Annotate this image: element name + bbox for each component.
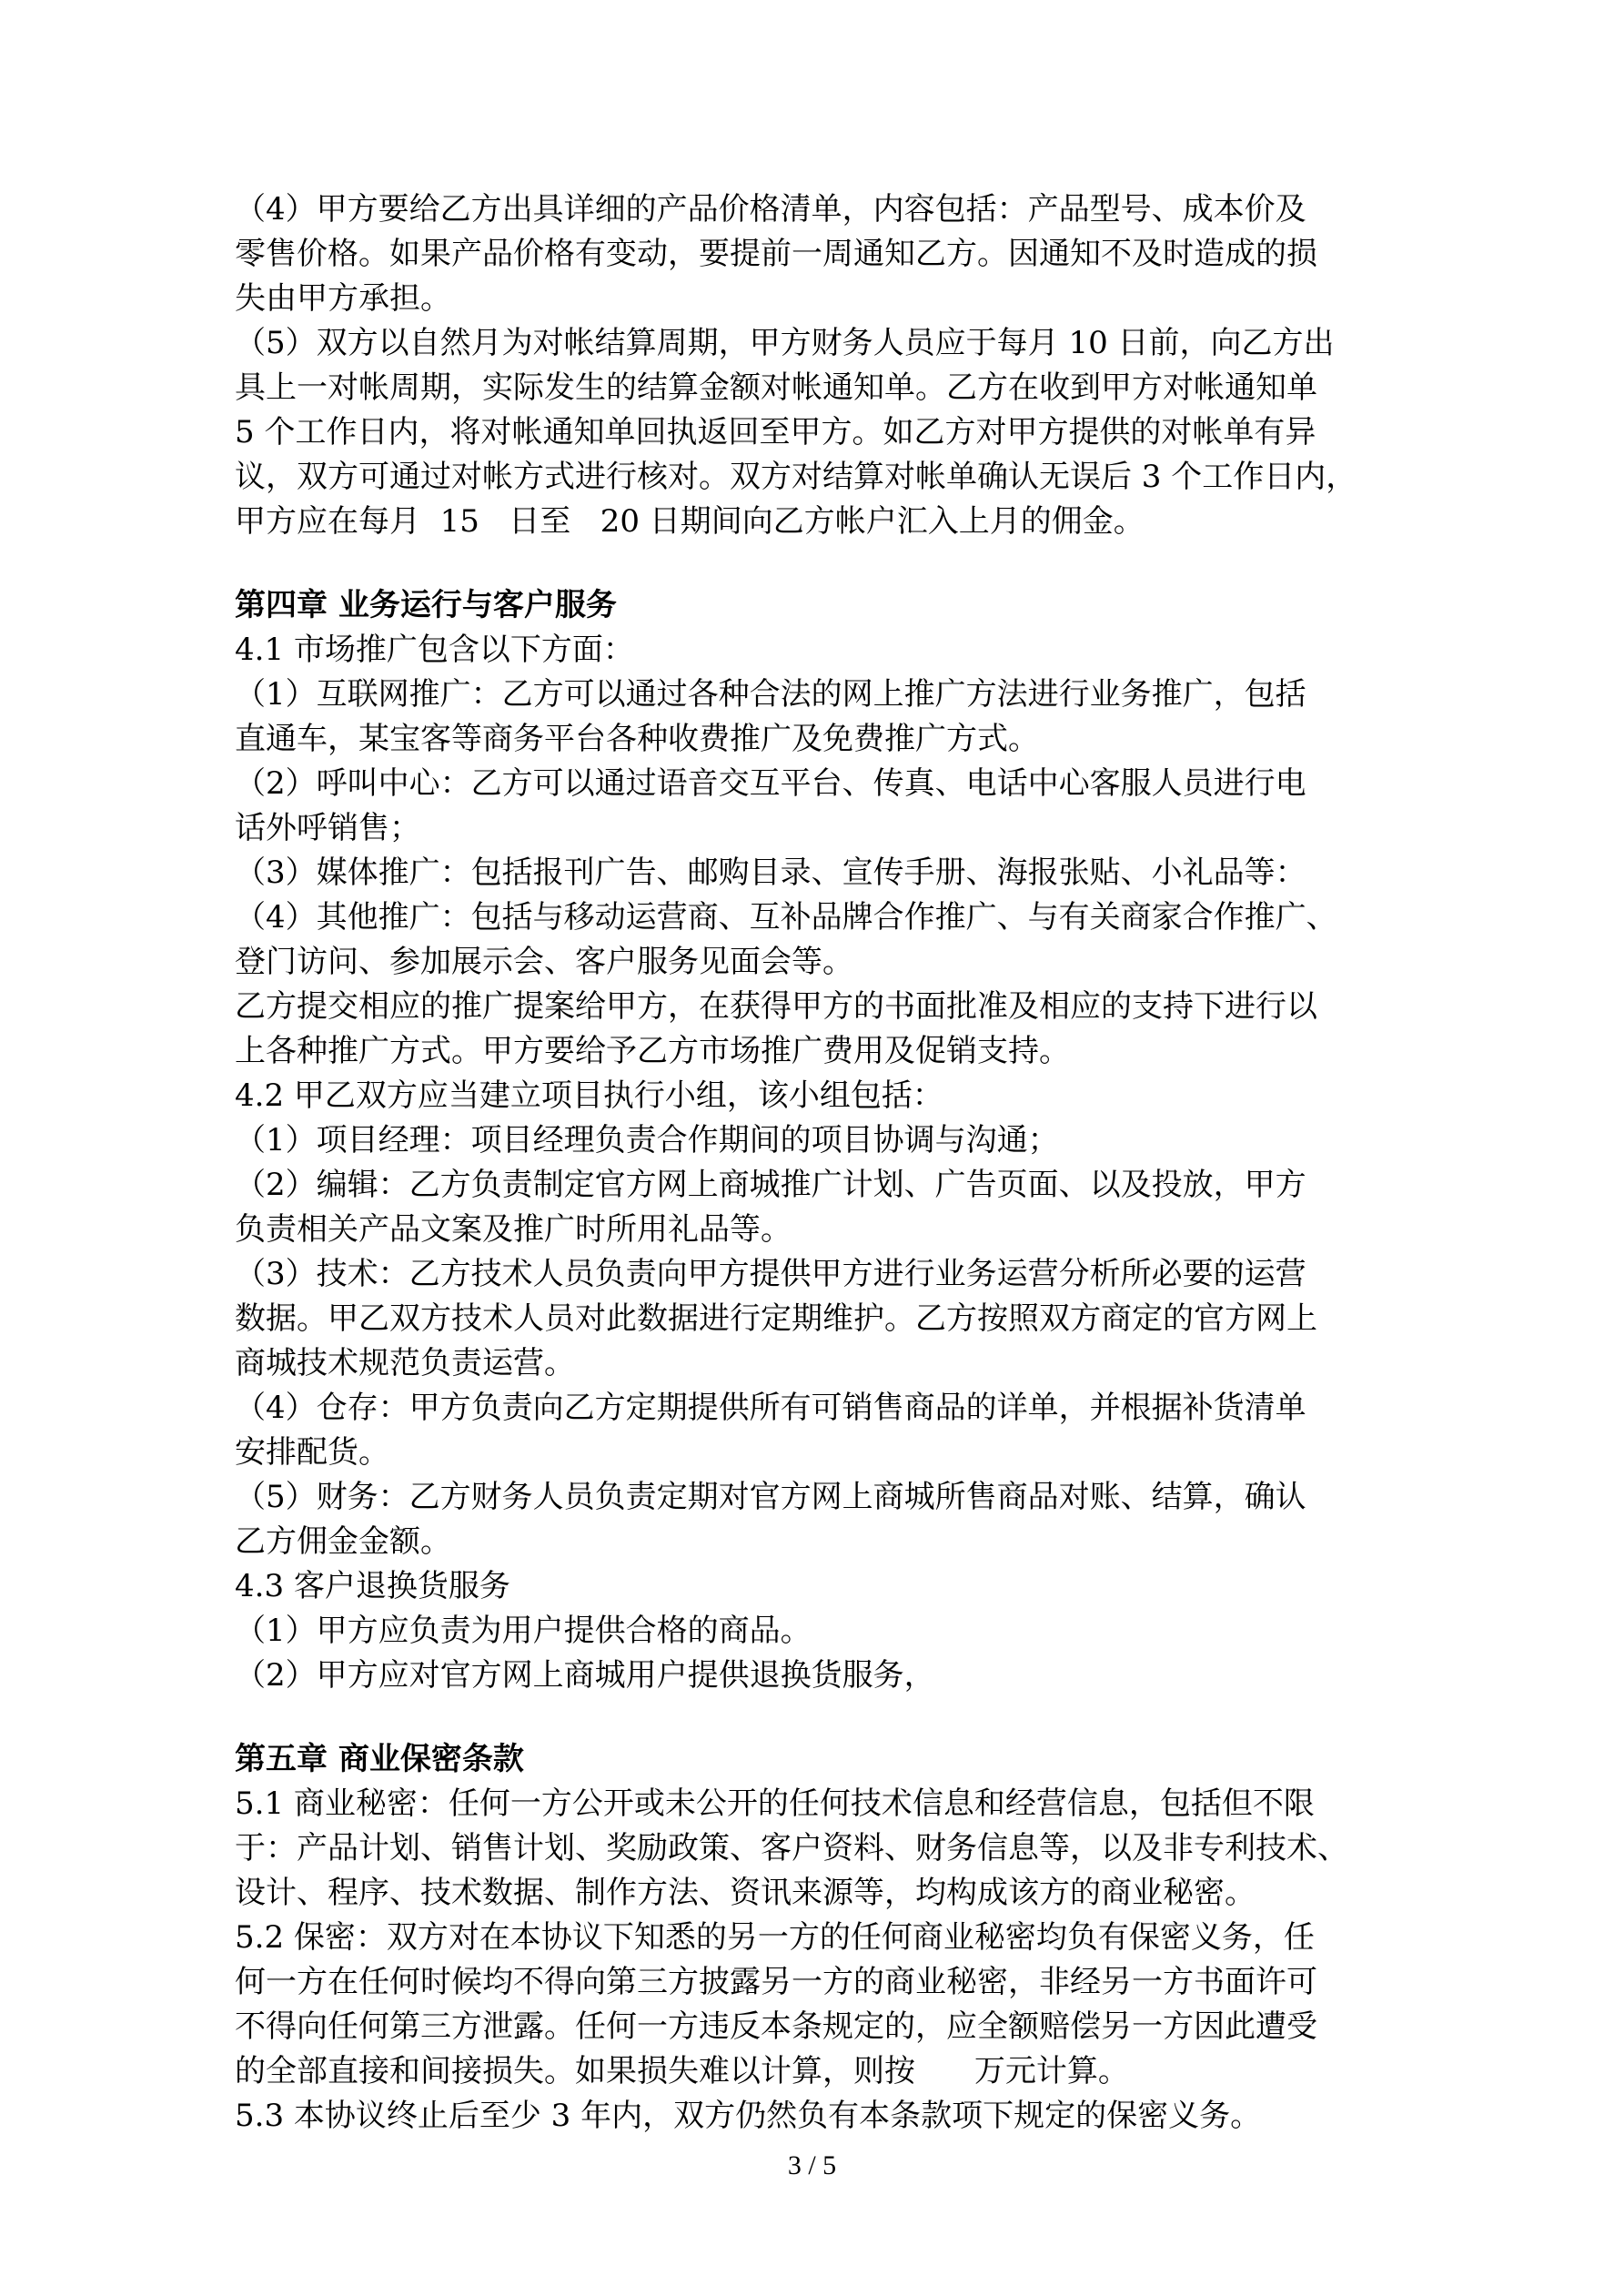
section-spacer — [235, 544, 1395, 583]
text-line: 5.2 保密：双方对在本协议下知悉的另一方的任何商业秘密均负有保密义务，任 — [235, 1919, 1315, 1956]
text-line: （4）其他推广：包括与移动运营商、互补品牌合作推广、与有关商家合作推广、 — [235, 899, 1337, 936]
chapter-title: 第五章 商业保密条款 — [235, 1741, 524, 1777]
text-line: （1）互联网推广：乙方可以通过各种合法的网上推广方法进行业务推广，包括 — [235, 676, 1306, 713]
text-line: 上各种推广方式。甲方要给予乙方市场推广费用及促销支持。 — [235, 1033, 1070, 1069]
text-line: 设计、程序、技术数据、制作方法、资讯来源等，均构成该方的商业秘密。 — [235, 1875, 1256, 1911]
text-line: 负责相关产品文案及推广时所用礼品等。 — [235, 1211, 792, 1248]
chapter-5-heading — [235, 1737, 1395, 1782]
text-line: （3）技术：乙方技术人员负责向甲方提供甲方进行业务运营分析所必要的运营 — [235, 1256, 1306, 1292]
text-line: 4.3 客户退换货服务 — [235, 1568, 510, 1604]
text-line: 的全部直接和间接损失。如果损失难以计算，则按 万元计算。 — [235, 2053, 1129, 2089]
para-3-5 — [235, 321, 1395, 544]
clause-4-1-3 — [235, 851, 1395, 895]
text-line: 不得向任何第三方泄露。任何一方违反本条规定的，应全额赔偿另一方因此遭受 — [235, 2008, 1317, 2045]
clause-4-2-3 — [235, 1252, 1395, 1386]
clause-4-1-4 — [235, 895, 1395, 985]
para-3-4 — [235, 187, 1395, 321]
clause-4-2-4 — [235, 1386, 1395, 1475]
clause-4-2-1 — [235, 1118, 1395, 1163]
text-line: 议，双方可通过对帐方式进行核对。双方对结算对帐单确认无误后 3 个工作日内， — [235, 459, 1357, 495]
clause-5-3 — [235, 2094, 1395, 2139]
text-line: 直通车，某宝客等商务平台各种收费推广及免费推广方式。 — [235, 721, 1039, 757]
clause-4-3-2 — [235, 1654, 1395, 1698]
text-line: （4）仓存：甲方负责向乙方定期提供所有可销售商品的详单，并根据补货清单 — [235, 1390, 1306, 1426]
clause-4-1-2 — [235, 762, 1395, 851]
clause-4-2-2 — [235, 1163, 1395, 1252]
text-line: 乙方提交相应的推广提案给甲方，在获得甲方的书面批准及相应的支持下进行以 — [235, 988, 1317, 1025]
text-line: 安排配货。 — [235, 1434, 389, 1471]
text-line: （2）呼叫中心：乙方可以通过语音交互平台、传真、电话中心客服人员进行电 — [235, 765, 1306, 802]
text-line: （5）财务：乙方财务人员负责定期对官方网上商城所售商品对账、结算，确认 — [235, 1479, 1306, 1515]
clause-5-2 — [235, 1916, 1395, 2094]
clause-4-2-5 — [235, 1475, 1395, 1564]
clause-4-1-1 — [235, 673, 1395, 762]
text-line: （2）甲方应对官方网上商城用户提供退换货服务， — [235, 1657, 935, 1694]
text-line: 5.1 商业秘密：任何一方公开或未公开的任何技术信息和经营信息，包括但不限 — [235, 1785, 1315, 1822]
text-line: 失由甲方承担。 — [235, 280, 451, 317]
clause-4-1 — [235, 628, 1395, 673]
text-line: 话外呼销售； — [235, 810, 420, 846]
text-line: 何一方在任何时候均不得向第三方披露另一方的商业秘密，非经另一方书面许可 — [235, 1964, 1317, 2000]
text-line: 于：产品计划、销售计划、奖励政策、客户资料、财务信息等，以及非专利技术、 — [235, 1830, 1348, 1866]
text-line: 具上一对帐周期，实际发生的结算金额对帐通知单。乙方在收到甲方对帐通知单 — [235, 369, 1317, 406]
text-line: （1）甲方应负责为用户提供合格的商品。 — [235, 1613, 812, 1649]
clause-4-3-1 — [235, 1609, 1395, 1654]
text-line: （4）甲方要给乙方出具详细的产品价格清单，内容包括：产品型号、成本价及 — [235, 191, 1306, 228]
text-line: 零售价格。如果产品价格有变动，要提前一周通知乙方。因通知不及时造成的损 — [235, 236, 1317, 272]
text-line: （1）项目经理：项目经理负责合作期间的项目协调与沟通； — [235, 1122, 1059, 1158]
text-line: 4.1 市场推广包含以下方面： — [235, 632, 634, 668]
text-line: 5.3 本协议终止后至少 3 年内，双方仍然负有本条款项下规定的保密义务。 — [235, 2098, 1262, 2134]
text-line: （2）编辑：乙方负责制定官方网上商城推广计划、广告页面、以及投放，甲方 — [235, 1167, 1306, 1203]
text-line: （5）双方以自然月为对帐结算周期，甲方财务人员应于每月 10 日前，向乙方出 — [235, 325, 1335, 361]
page-number: 3 / 5 — [787, 2150, 837, 2180]
clause-4-2 — [235, 1074, 1395, 1118]
document-body — [235, 187, 1395, 2139]
chapter-title: 第四章 业务运行与客户服务 — [235, 587, 617, 623]
clause-5-1 — [235, 1782, 1395, 1916]
chapter-4-heading — [235, 583, 1395, 628]
text-line: 4.2 甲乙双方应当建立项目执行小组，该小组包括： — [235, 1077, 943, 1114]
section-spacer — [235, 1698, 1395, 1737]
text-line: （3）媒体推广：包括报刊广告、邮购目录、宣传手册、海报张贴、小礼品等： — [235, 855, 1306, 891]
text-line: 5 个工作日内，将对帐通知单回执返回至甲方。如乙方对甲方提供的对帐单有异 — [235, 414, 1316, 450]
clause-4-1-note — [235, 985, 1395, 1074]
text-line: 乙方佣金金额。 — [235, 1523, 451, 1560]
text-line: 商城技术规范负责运营。 — [235, 1345, 575, 1381]
text-line: 数据。甲乙双方技术人员对此数据进行定期维护。乙方按照双方商定的官方网上 — [235, 1300, 1317, 1337]
clause-4-3 — [235, 1564, 1395, 1609]
text-line: 登门访问、参加展示会、客户服务见面会等。 — [235, 944, 853, 980]
text-line: 甲方应在每月 15 日至 20 日期间向乙方帐户汇入上月的佣金。 — [235, 503, 1145, 540]
